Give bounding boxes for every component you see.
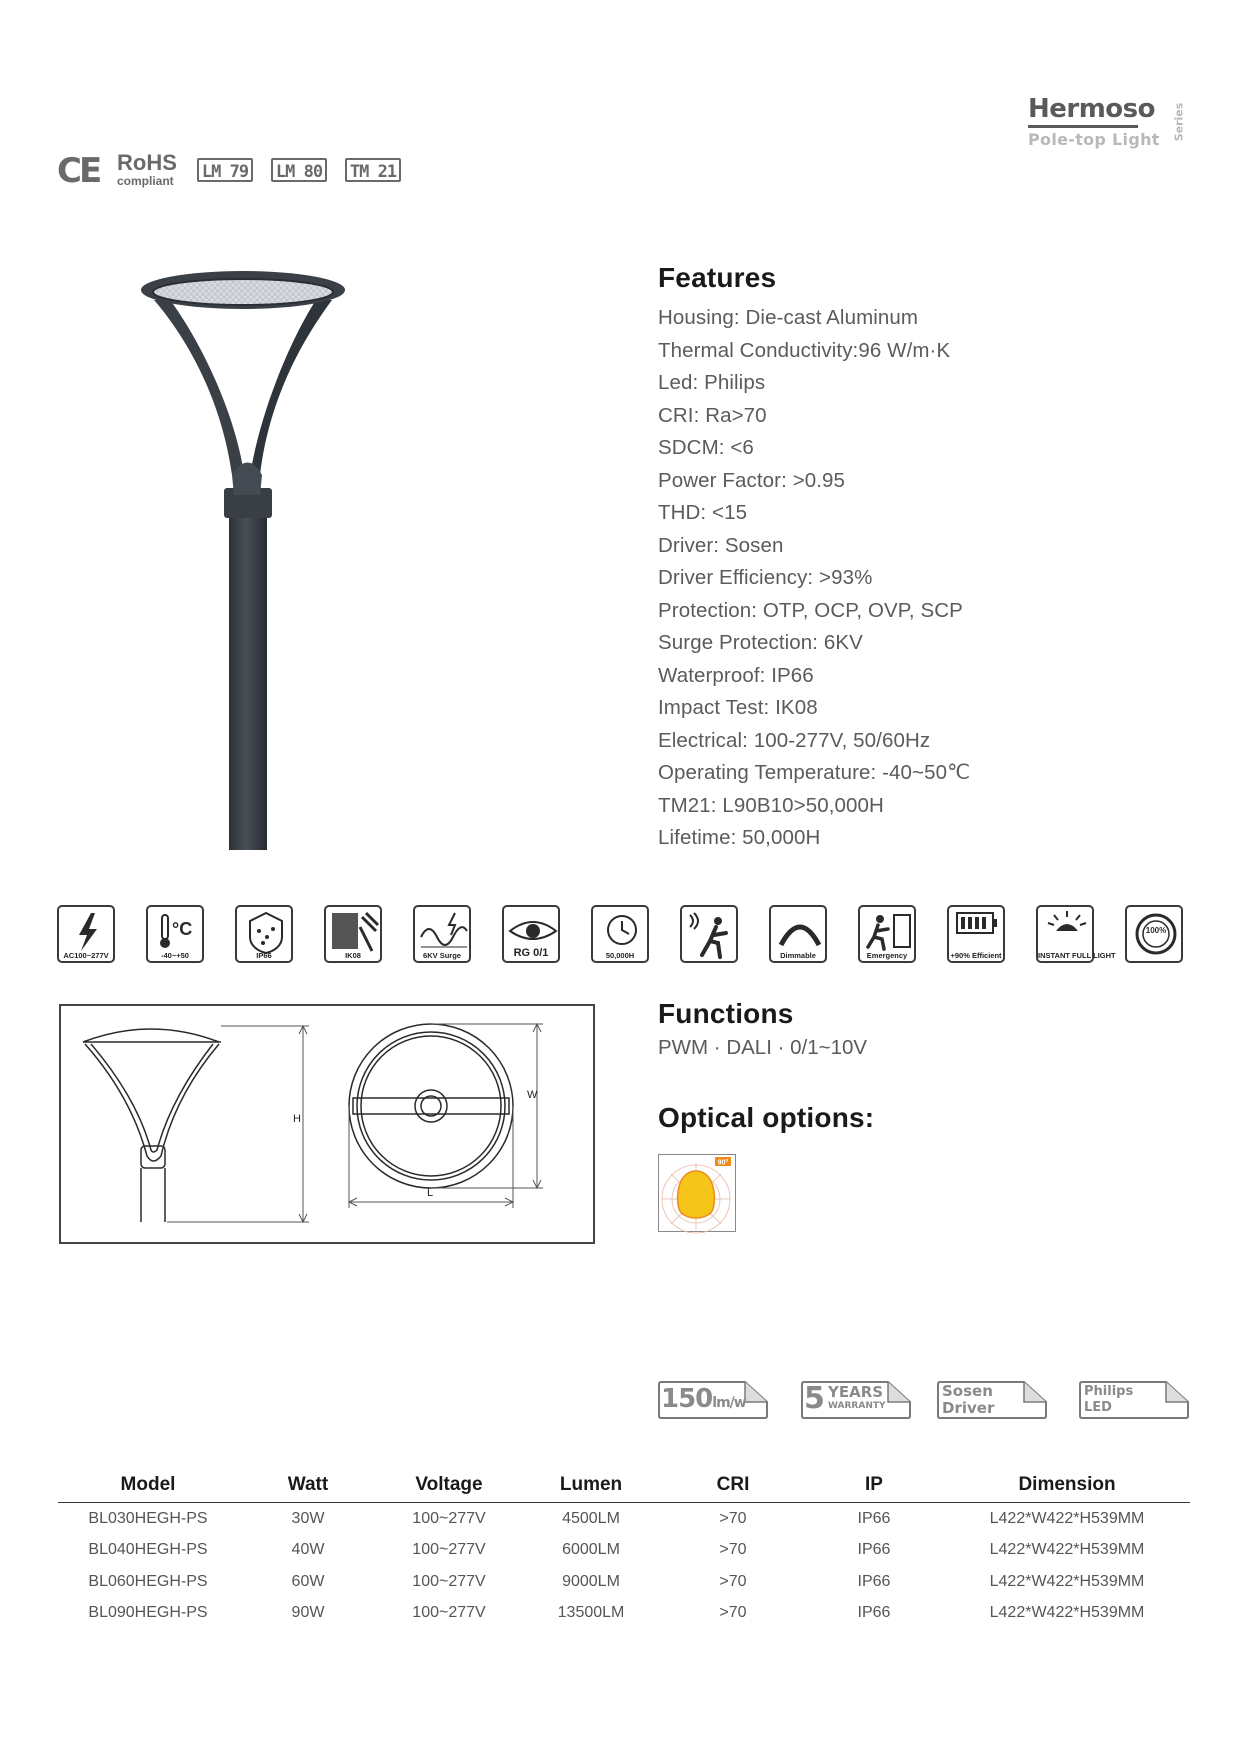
table-cell: L422*W422*H539MM: [989, 1572, 1145, 1590]
features-list: [658, 302, 1138, 855]
led-badge: Philips LED: [1078, 1380, 1190, 1420]
svg-text:°C: °C: [172, 919, 193, 939]
feature-item: Surge Protection: 6KV: [658, 631, 863, 654]
table-cell: L422*W422*H539MM: [989, 1541, 1145, 1559]
surge-icon: 6KV Surge: [413, 905, 471, 963]
table-cell: BL030HEGH-PS: [88, 1509, 208, 1527]
lm80-badge: LM 80: [271, 158, 327, 182]
height-label: H: [293, 1113, 301, 1125]
svg-text:100%: 100%: [1145, 926, 1167, 935]
optical-section: [658, 1102, 1138, 1142]
optical-title: Optical options:: [658, 1102, 875, 1133]
ik08-icon: IK08: [324, 905, 382, 963]
lifetime-icon: 50,000H: [591, 905, 649, 963]
spec-table: [58, 1468, 1190, 1629]
table-cell: 6000LM: [562, 1541, 620, 1559]
brand-series: Series: [1172, 102, 1186, 142]
features-title: Features: [658, 262, 777, 293]
table-cell: 100~277V: [412, 1604, 486, 1622]
table-cell: BL060HEGH-PS: [88, 1572, 208, 1590]
ce-mark: CE: [57, 151, 100, 191]
table-row: [58, 1566, 1190, 1598]
table-cell: IP66: [857, 1572, 891, 1590]
brand-name: Hermoso: [1028, 94, 1156, 124]
feature-item: SDCM: <6: [658, 436, 754, 459]
table-cell: >70: [719, 1541, 747, 1559]
table-cell: >70: [719, 1509, 747, 1527]
features-section: [658, 262, 1138, 855]
feature-item: Waterproof: IP66: [658, 663, 814, 687]
feature-item: TM21: L90B10>50,000H: [658, 793, 884, 817]
ip66-icon: IP66: [235, 905, 293, 963]
emergency-icon: Emergency: [858, 905, 916, 963]
feature-item: Operating Temperature: -40~50℃: [658, 761, 971, 784]
certifications-row: [57, 152, 417, 192]
feature-item: Protection: OTP, OCP, OVP, SCP: [658, 598, 963, 622]
table-cell: 100~277V: [412, 1572, 486, 1590]
dimension-drawing: [59, 1004, 595, 1244]
efficient-icon: +90% Efficient: [947, 905, 1005, 963]
functions-text: PWM · DALI · 0/1~10V: [658, 1036, 868, 1059]
col-header: Dimension: [944, 1468, 1190, 1503]
functions-title: Functions: [658, 998, 794, 1029]
width-label: W: [527, 1089, 538, 1101]
table-cell: IP66: [857, 1509, 891, 1527]
table-cell: 90W: [291, 1604, 325, 1622]
table-cell: 40W: [291, 1541, 325, 1559]
feature-item: Driver Efficiency: >93%: [658, 566, 873, 589]
table-cell: 9000LM: [562, 1572, 620, 1590]
table-cell: 60W: [291, 1572, 325, 1590]
col-header: Lumen: [520, 1468, 662, 1503]
functions-section: [658, 998, 1138, 1060]
col-header: CRI: [662, 1468, 804, 1503]
feature-item: Power Factor: >0.95: [658, 468, 846, 492]
feature-item: THD: <15: [658, 501, 748, 524]
product-image: [140, 270, 370, 850]
table-row: [58, 1503, 1190, 1535]
table-cell: L422*W422*H539MM: [989, 1604, 1145, 1622]
table-row: [58, 1598, 1190, 1630]
table-cell: 100~277V: [412, 1509, 486, 1527]
table-cell: IP66: [857, 1604, 891, 1622]
feature-item: Impact Test: IK08: [658, 696, 818, 719]
rohs-mark: RoHS compliant: [117, 150, 177, 188]
col-header: Voltage: [378, 1468, 520, 1503]
table-cell: 30W: [291, 1509, 325, 1527]
svg-text:90°: 90°: [717, 1159, 729, 1167]
col-header: Model: [58, 1468, 238, 1503]
table-cell: BL090HEGH-PS: [88, 1604, 208, 1622]
feature-item: CRI: Ra>70: [658, 403, 767, 427]
table-cell: IP66: [857, 1541, 891, 1559]
instant-icon: INSTANT FULL LIGHT: [1036, 905, 1094, 963]
brand-block: [1028, 96, 1198, 156]
table-cell: >70: [719, 1604, 747, 1622]
table-header-row: [58, 1468, 1190, 1503]
temperature-icon: °C -40~+50: [146, 905, 204, 963]
col-header: Watt: [238, 1468, 378, 1503]
icon-row: [57, 905, 1192, 965]
table-cell: L422*W422*H539MM: [989, 1509, 1145, 1527]
tm21-badge: TM 21: [345, 158, 401, 182]
motion-sensor-icon: [680, 905, 738, 963]
feature-item: Driver: Sosen: [658, 533, 784, 557]
brand-subtitle: Pole-top Light: [1028, 130, 1160, 149]
table-cell: >70: [719, 1572, 747, 1590]
length-label: L: [427, 1187, 434, 1199]
table-cell: 4500LM: [562, 1509, 620, 1527]
lm79-badge: LM 79: [197, 158, 253, 182]
optic-90-icon: [658, 1154, 736, 1232]
feature-item: Led: Philips: [658, 371, 766, 394]
feature-item: Housing: Die-cast Aluminum: [658, 306, 919, 329]
voltage-icon: AC100~277V: [57, 905, 115, 963]
dimmable-icon: Dimmable: [769, 905, 827, 963]
feature-item: Thermal Conductivity:96 W/m·K: [658, 338, 951, 362]
col-header: IP: [804, 1468, 944, 1503]
warranty-badge: 5 YEARS WARRANTY: [800, 1380, 912, 1420]
table-cell: BL040HEGH-PS: [88, 1541, 208, 1559]
feature-item: Electrical: 100-277V, 50/60Hz: [658, 728, 931, 752]
rg-icon: RG 0/1: [502, 905, 560, 963]
efficacy-badge: 150lm/w: [657, 1380, 769, 1420]
table-cell: 13500LM: [557, 1604, 625, 1622]
feature-item: Lifetime: 50,000H: [658, 826, 821, 849]
table-row: [58, 1535, 1190, 1567]
brand-rule: [1028, 125, 1138, 128]
warranty-icon: [1125, 905, 1183, 963]
driver-badge: Sosen Driver: [936, 1380, 1048, 1420]
table-cell: 100~277V: [412, 1541, 486, 1559]
